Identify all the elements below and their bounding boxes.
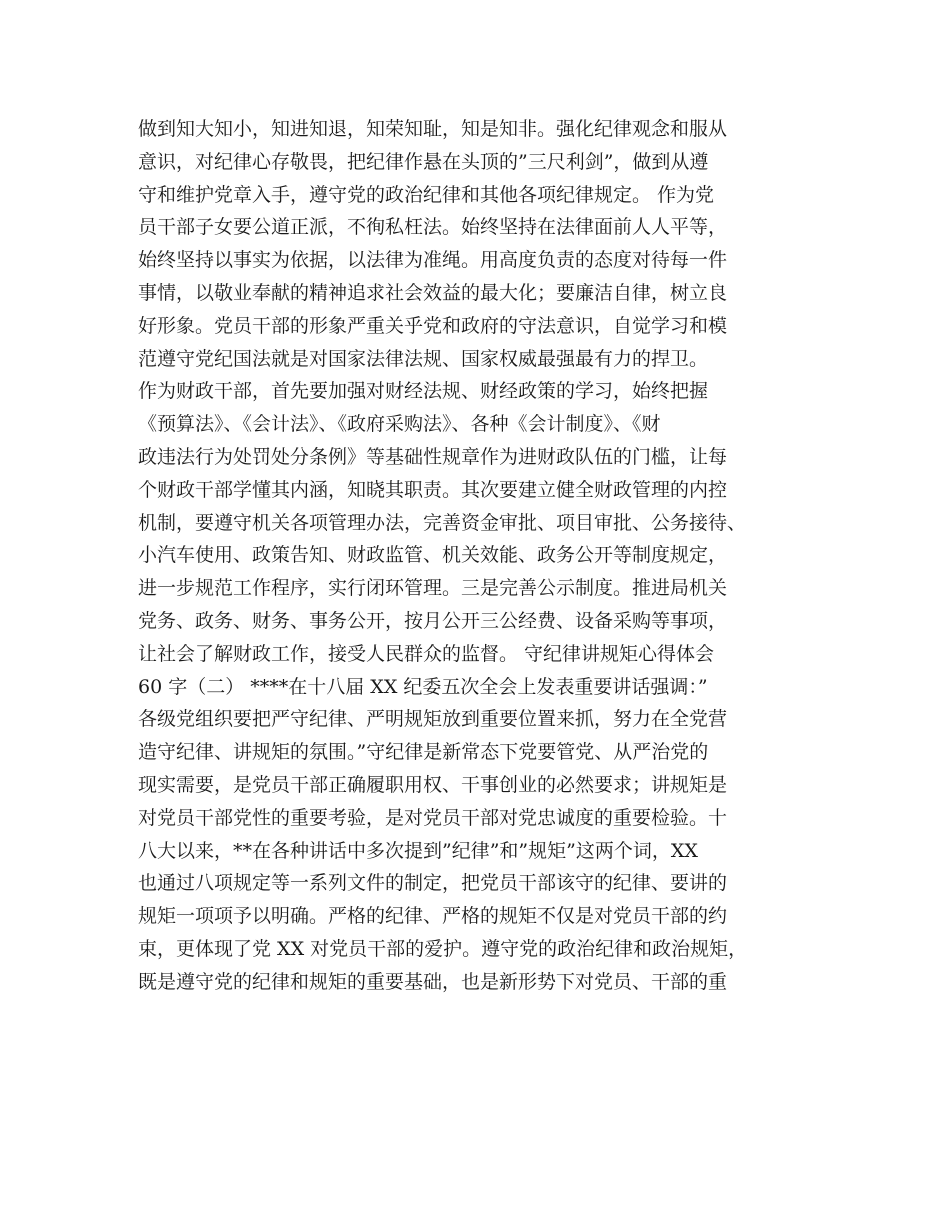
text-line: 始终坚持以事实为依据，以法律为准绳。用高度负责的态度对待每一件 bbox=[138, 249, 728, 272]
text-line: 规矩一项项予以明确。严格的纪律、严格的规矩不仅是对党员干部的约 bbox=[138, 905, 728, 928]
text-line: 造守纪律、讲规矩的氛围。”守纪律是新常态下党要管党、从严治党的 bbox=[138, 741, 709, 764]
text-line: 个财政干部学懂其内涵，知晓其职责。其次要建立健全财政管理的内控 bbox=[138, 478, 728, 501]
body-text bbox=[138, 113, 838, 999]
text-line: 做到知大知小，知进知退，知荣知耻，知是知非。强化纪律观念和服从 bbox=[138, 118, 728, 140]
text-line: 政违法行为处罚处分条例》等基础性规章作为进财政队伍的门槛，让每 bbox=[138, 445, 728, 468]
text-line: 对党员干部党性的重要考验，是对党员干部对党忠诚度的重要检验。十 bbox=[138, 806, 728, 829]
text-line: 既是遵守党的纪律和规矩的重要基础，也是新形势下对党员、干部的重 bbox=[138, 970, 728, 993]
text-line: 八大以来，**在各种讲话中多次提到”纪律”和”规矩”这两个词，XX bbox=[138, 839, 698, 862]
text-line: 党务、政务、财务、事务公开，按月公开三公经费、设备采购等事项， bbox=[138, 609, 728, 632]
text-line: 意识，对纪律心存敬畏，把纪律作悬在头顶的”三尺利剑”，做到从遵 bbox=[138, 150, 709, 173]
text-line: 员干部子女要公道正派，不徇私枉法。始终坚持在法律面前人人平等， bbox=[138, 216, 728, 239]
text-line: 好形象。党员干部的形象严重关乎党和政府的守法意识，自觉学习和模 bbox=[138, 314, 728, 337]
text-line: 也通过八项规定等一系列文件的制定，把党员干部该守的纪律、要讲的 bbox=[138, 872, 728, 895]
text-line: 《预算法》、《会计法》、《政府采购法》、各种《会计制度》、《财 bbox=[138, 413, 661, 436]
text-line: 机制，要遵守机关各项管理办法，完善资金审批、项目审批、公务接待、 bbox=[138, 511, 747, 534]
text-line: 让社会了解财政工作，接受人民群众的监督。 守纪律讲规矩心得体会 bbox=[138, 642, 715, 665]
text-line: 各级党组织要把严守纪律、严明规矩放到重要位置来抓，努力在全党营 bbox=[138, 708, 728, 731]
text-line: 事情，以敬业奉献的精神追求社会效益的最大化；要廉洁自律，树立良 bbox=[138, 281, 728, 304]
text-line: 束，更体现了党 XX 对党员干部的爱护。遵守党的政治纪律和政治规矩， bbox=[138, 937, 748, 960]
text-line: 守和维护党章入手，遵守党的政治纪律和其他各项纪律规定。 作为党 bbox=[138, 183, 715, 206]
text-line: 范遵守党纪国法就是对国家法律法规、国家权威最强最有力的捍卫。 bbox=[138, 347, 709, 370]
text-line: 现实需要，是党员干部正确履职用权、干事创业的必然要求；讲规矩是 bbox=[138, 773, 728, 796]
text-line: 作为财政干部，首先要加强对财经法规、财经政策的学习，始终把握 bbox=[138, 380, 709, 403]
text-line: 进一步规范工作程序，实行闭环管理。三是完善公示制度。推进局机关 bbox=[138, 577, 728, 600]
text-line: 60 字（二） ****在十八届 XX 纪委五次全会上发表重要讲话强调：” bbox=[138, 675, 708, 698]
text-line: 小汽车使用、政策告知、财政监管、机关效能、政务公开等制度规定， bbox=[138, 544, 728, 567]
